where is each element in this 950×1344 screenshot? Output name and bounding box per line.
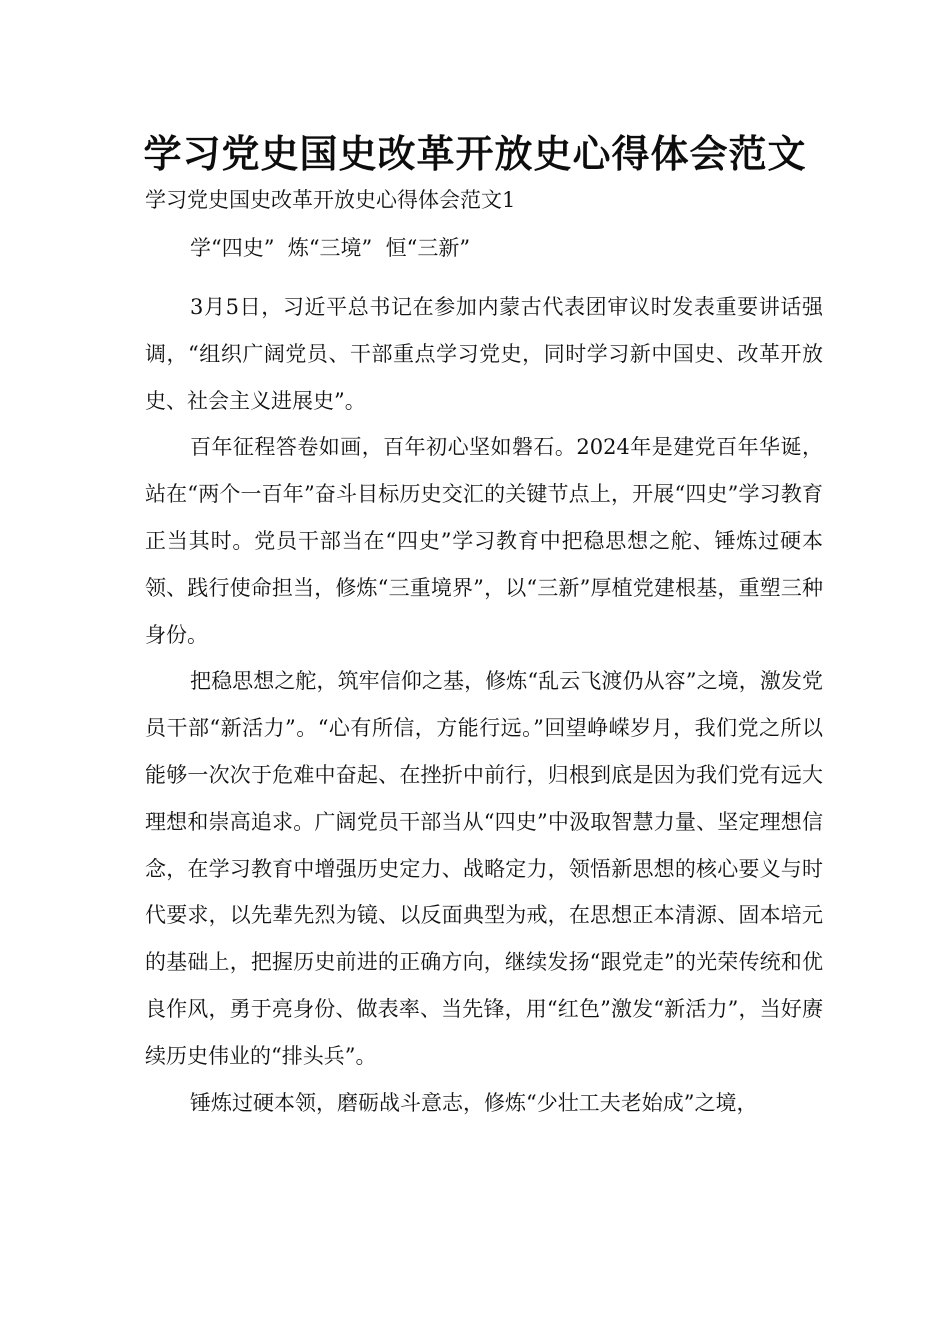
document-title: 学习党史国史改革开放史心得体会范文 [143,132,807,176]
paragraph-1: 3月5日，习近平总书记在参加内蒙古代表团审议时发表重要讲话强调，“组织广阔党员、干部重点学习党史，同时学习新中国史、改革开放史、社会主义进展史”。 [145,295,823,413]
document-body [145,284,823,1126]
paragraph-4: 锤炼过硬本领，磨砺战斗意志，修炼“少壮工夫老始成”之境， [190,1090,758,1115]
document-subtitle: 学习党史国史改革开放史心得体会范文1 [145,188,516,212]
section-heading: 学“四史” 炼“三境” 恒“三新” [190,236,471,260]
paragraph-2: 百年征程答卷如画，百年初心坚如磐石。2024年是建党百年华诞，站在“两个一百年”奋斗目标历史交汇的关键节点上，开展“四史”学习教育正当其时。党员干部当在“四史”学习教育中把稳思想之舵、锤炼过硬本领、践行使命担当，修炼“三重境界”，以“三新”厚植党建根基，重塑三种身份。 [145,435,823,647]
paragraph-3: 把稳思想之舵，筑牢信仰之基，修炼“乱云飞渡仍从容”之境，激发党员干部“新活力”。“心有所信，方能行远。”回望峥嵘岁月，我们党之所以能够一次次于危难中奋起、在挫折中前行，归根到底是因为我们党有远大理想和崇高追求。广阔党员干部当从“四史”中汲取智慧力量、坚定理想信念，在学习教育中增强历史定力、战略定力，领悟新思想的核心要义与时代要求，以先辈先烈为镜、以反面典型为戒，在思想正本清源、固本培元的基础上，把握历史前进的正确方向，继续发扬“跟党走”的光荣传统和优良作风，勇于亮身份、做表率、当先锋，用“红色”激发“新活力”，当好赓续历史伟业的“排头兵”。 [145,669,823,1068]
